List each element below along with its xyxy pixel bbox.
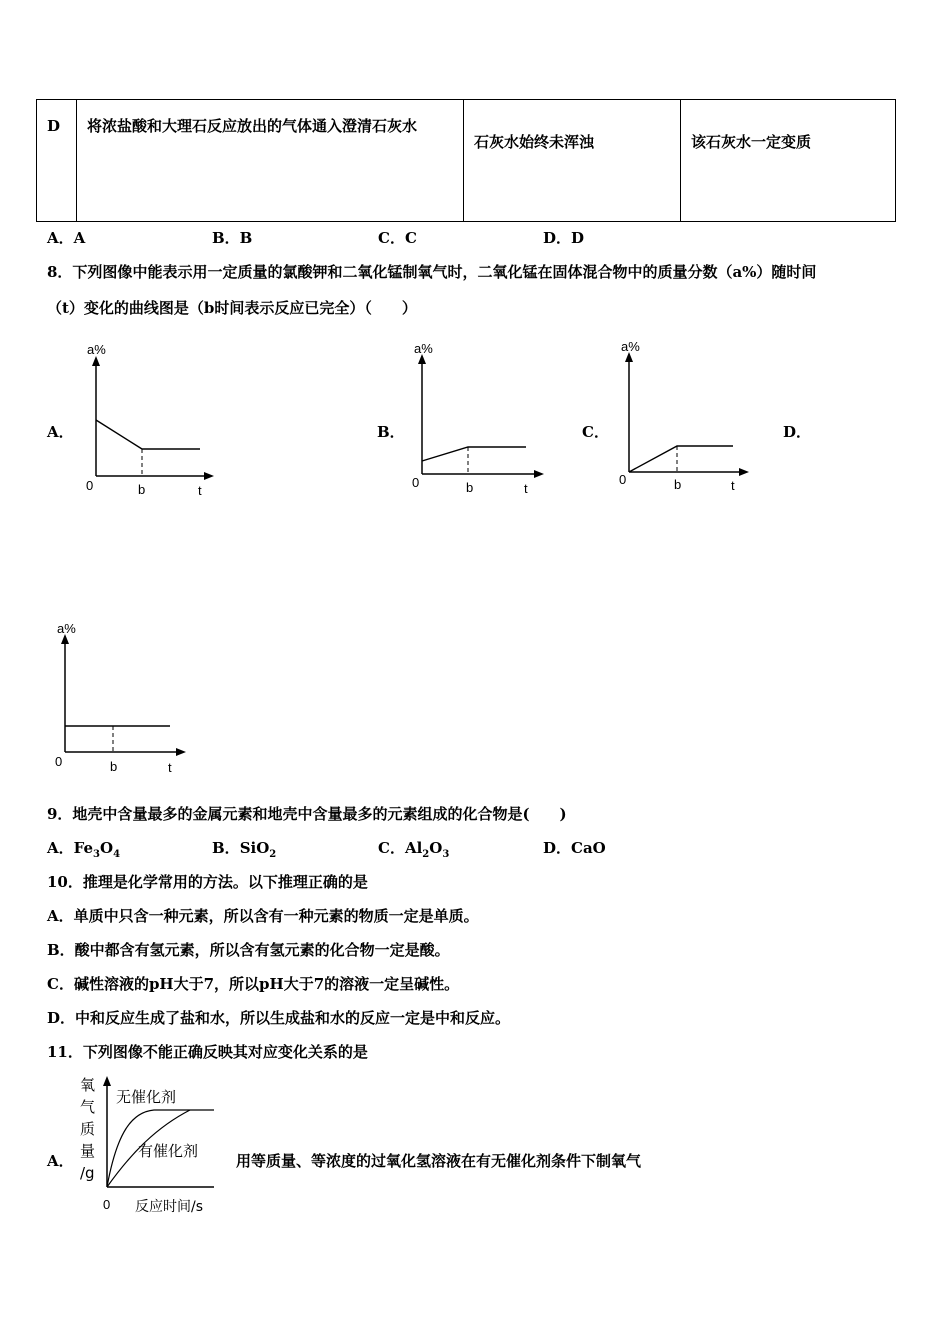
- q11-curve2-label: 有催化剂: [138, 1142, 199, 1160]
- q11-stem: 11．下列图像不能正确反映其对应变化关系的是: [47, 1043, 368, 1061]
- q11-xlabel: 反应时间/s: [135, 1199, 204, 1215]
- graph-c: [613, 338, 753, 498]
- graph-d-ylabel: a%: [57, 621, 76, 636]
- q11-graph: [72, 1072, 232, 1222]
- q9-option-d: D．CaO: [543, 839, 606, 857]
- q9-option-b: B．SiO$_2$: [212, 839, 277, 860]
- q11-curve1-label: 无催化剂: [116, 1088, 177, 1106]
- graph-d-xlabel: t: [168, 760, 172, 775]
- graph-c-ylabel: a%: [621, 339, 640, 354]
- graph-b-xlabel: t: [524, 481, 528, 496]
- q11-ylabel-1: 氧: [80, 1076, 96, 1094]
- q11-ylabel-2: 气: [80, 1098, 96, 1116]
- graph-c-xlabel: t: [731, 478, 735, 493]
- q9-option-a: A．$Fe_3O_4$: [47, 839, 121, 860]
- q10-option-c: C．碱性溶液的pH大于7，所以pH大于7的溶液一定呈碱性。: [47, 975, 460, 993]
- q11-ylabel-4: 量: [80, 1142, 96, 1160]
- graph-a-xlabel: t: [198, 483, 202, 498]
- q8-label-b: B．: [377, 423, 405, 441]
- row-label: D: [37, 100, 77, 222]
- operation-cell: 将浓盐酸和大理石反应放出的气体通入澄清石灰水: [77, 100, 464, 222]
- conclusion-cell: 该石灰水一定变质: [681, 100, 896, 222]
- q7-option-d: D．D: [543, 229, 585, 247]
- graph-a-ylabel: a%: [87, 342, 106, 357]
- q7-option-c: C．C: [378, 229, 417, 247]
- q11-ylabel-5: /g: [80, 1164, 95, 1182]
- options-table: [36, 99, 896, 222]
- q11-option-a-text: 用等质量、等浓度的过氧化氢溶液在有无催化剂条件下制氧气: [236, 1152, 642, 1170]
- graph-b-origin: 0: [412, 475, 420, 490]
- graph-a: [80, 340, 220, 500]
- graph-b: [406, 340, 546, 500]
- graph-d-b: b: [110, 759, 118, 774]
- graph-c-origin: 0: [619, 472, 627, 487]
- q11-origin: 0: [103, 1197, 111, 1212]
- q9-stem: 9．地壳中含量最多的金属元素和地壳中含量最多的元素组成的化合物是( ): [47, 805, 567, 823]
- q9-option-c: C．$Al_2O_3$: [378, 839, 450, 860]
- q7-option-b: B．B: [212, 229, 253, 247]
- graph-d: [48, 618, 198, 783]
- graph-b-ylabel: a%: [414, 341, 433, 356]
- table-row: [37, 100, 896, 222]
- phenomenon-cell: 石灰水始终未浑浊: [464, 100, 681, 222]
- graph-c-curve: [629, 446, 733, 472]
- q10-stem: 10．推理是化学常用的方法。以下推理正确的是: [47, 873, 368, 891]
- q8-stem-line2: （t）变化的曲线图是（b时间表示反应已完全）（ ）: [47, 299, 417, 317]
- graph-b-b: b: [466, 480, 474, 495]
- q8-label-a: A．: [47, 423, 74, 441]
- q8-label-d: D．: [783, 423, 812, 441]
- q10-option-d: D．中和反应生成了盐和水，所以生成盐和水的反应一定是中和反应。: [47, 1009, 511, 1027]
- q10-option-b: B．酸中都含有氢元素，所以含有氢元素的化合物一定是酸。: [47, 941, 450, 959]
- q11-ylabel-3: 质: [80, 1120, 96, 1138]
- q11-option-a-label: A．: [47, 1152, 74, 1170]
- q10-option-a: A．单质中只含一种元素，所以含有一种元素的物质一定是单质。: [47, 907, 479, 925]
- graph-a-b: b: [138, 482, 146, 497]
- graph-a-origin: 0: [86, 478, 94, 493]
- graph-c-b: b: [674, 477, 682, 492]
- q8-label-c: C．: [582, 423, 609, 441]
- q8-stem-line1: 8．下列图像中能表示用一定质量的氯酸钾和二氧化锰制氧气时，二氧化锰在固体混合物中的质量分数（a%）随时间: [47, 263, 817, 281]
- graph-d-origin: 0: [55, 754, 63, 769]
- graph-a-curve: [96, 420, 200, 449]
- q7-option-a: A．A: [47, 229, 86, 247]
- graph-b-curve: [422, 447, 526, 461]
